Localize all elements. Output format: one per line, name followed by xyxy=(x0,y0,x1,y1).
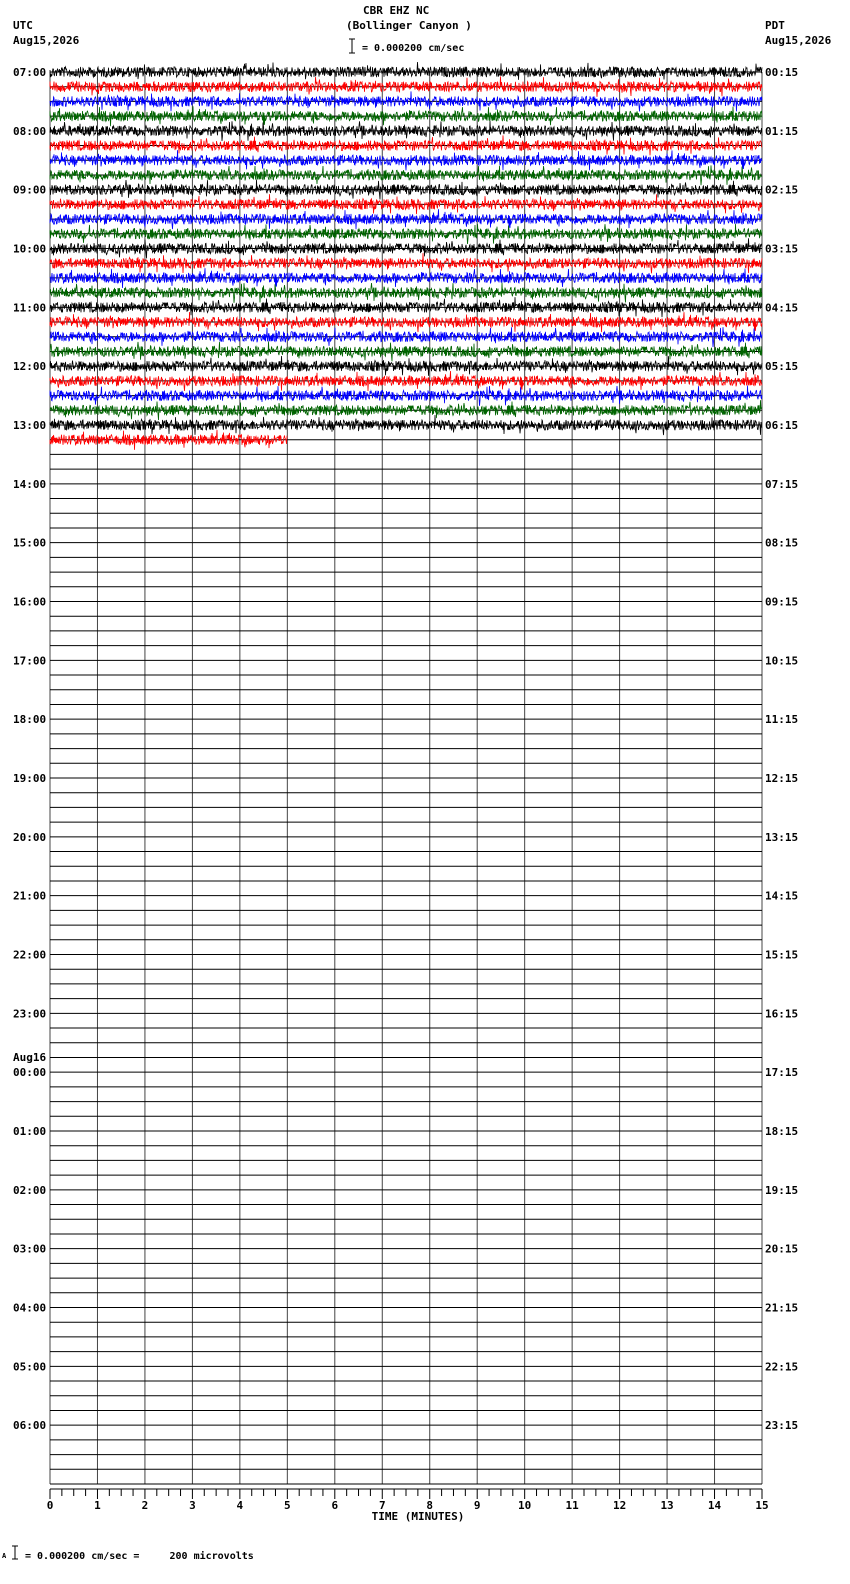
left-date: Aug15,2026 xyxy=(13,34,80,47)
seismic-traces xyxy=(50,62,762,450)
utc-hour-label: 19:00 xyxy=(13,772,47,785)
x-tick-label: 10 xyxy=(518,1499,532,1512)
x-tick-label: 11 xyxy=(565,1499,579,1512)
utc-hour-label: 04:00 xyxy=(13,1301,47,1315)
utc-hour-label: 14:00 xyxy=(13,477,47,491)
x-tick-label: 4 xyxy=(236,1499,244,1512)
utc-hour-label: 17:00 xyxy=(13,654,47,668)
scale-label: = 0.000200 cm/sec xyxy=(362,43,465,54)
pdt-hour-label: 17:15 xyxy=(765,1066,799,1080)
seismic-trace xyxy=(50,106,762,126)
pdt-hour-label: 00:15 xyxy=(765,66,799,79)
pdt-hour-label: 23:15 xyxy=(765,1419,799,1433)
x-tick-label: 0 xyxy=(46,1499,54,1512)
utc-hour-label: 09:00 xyxy=(13,183,47,197)
pdt-hour-label: 10:15 xyxy=(765,654,799,668)
utc-hour-label: 01:00 xyxy=(13,1125,47,1138)
utc-hour-label: 15:00 xyxy=(13,536,47,550)
pdt-hour-label: 06:15 xyxy=(765,419,799,432)
pdt-hour-label: 19:15 xyxy=(765,1183,799,1197)
footer-marker: A xyxy=(2,1552,7,1560)
utc-hour-label: 02:00 xyxy=(13,1183,47,1197)
pdt-hour-label: 22:15 xyxy=(765,1360,799,1374)
utc-hour-label: 05:00 xyxy=(13,1360,47,1374)
x-tick-label: 12 xyxy=(612,1499,627,1512)
pdt-hour-label: 01:15 xyxy=(765,124,799,138)
seismic-trace xyxy=(50,62,762,80)
utc-hour-label: 12:00 xyxy=(13,360,47,374)
utc-hour-label: 23:00 xyxy=(13,1007,47,1021)
seismic-trace xyxy=(50,283,762,303)
utc-hour-label: 00:00 xyxy=(13,1066,47,1080)
x-tick-label: 1 xyxy=(94,1499,101,1512)
x-axis-label: TIME (MINUTES) xyxy=(371,1510,465,1523)
pdt-hour-label: 12:15 xyxy=(765,772,799,785)
pdt-hour-label: 11:15 xyxy=(765,713,799,727)
station-title: CBR EHZ NC xyxy=(363,4,430,17)
x-tick-label: 8 xyxy=(426,1499,434,1512)
x-tick-label: 13 xyxy=(660,1499,674,1512)
pdt-hour-label: 03:15 xyxy=(765,242,799,256)
x-tick-label: 7 xyxy=(378,1499,386,1512)
x-tick-label: 15 xyxy=(755,1499,769,1512)
seismic-trace xyxy=(50,312,762,332)
utc-hour-label: 03:00 xyxy=(13,1242,47,1256)
x-tick-label: 2 xyxy=(141,1499,149,1512)
pdt-hour-label: 14:15 xyxy=(765,889,799,903)
x-tick-label: 3 xyxy=(189,1499,196,1512)
time-axis xyxy=(47,1489,769,1512)
x-tick-label: 6 xyxy=(331,1499,339,1512)
utc-hour-label: 16:00 xyxy=(13,595,47,609)
utc-hour-label: 07:00 xyxy=(13,66,47,79)
footer-scale-note: = 0.000200 cm/sec = 200 microvolts xyxy=(25,1551,254,1562)
x-tick-label: 5 xyxy=(284,1499,291,1512)
pdt-hour-label: 02:15 xyxy=(765,183,799,197)
utc-hour-label: 22:00 xyxy=(13,948,47,962)
chart-grid xyxy=(50,72,762,1484)
seismic-trace xyxy=(50,430,287,450)
pdt-hour-label: 07:15 xyxy=(765,477,799,491)
pdt-hour-label: 13:15 xyxy=(765,830,799,844)
date-change-label: Aug16 xyxy=(13,1051,47,1065)
pdt-hour-label: 21:15 xyxy=(765,1301,799,1315)
utc-hour-label: 20:00 xyxy=(13,830,47,844)
pdt-hour-label: 16:15 xyxy=(765,1007,799,1021)
pdt-hour-label: 05:15 xyxy=(765,360,799,374)
utc-hour-label: 10:00 xyxy=(13,242,47,256)
x-tick-label: 14 xyxy=(707,1499,722,1512)
utc-hour-label: 13:00 xyxy=(13,419,47,432)
utc-hour-label: 08:00 xyxy=(13,124,47,138)
utc-hour-label: 21:00 xyxy=(13,889,47,903)
x-tick-label: 9 xyxy=(473,1499,481,1512)
right-timezone: PDT xyxy=(765,19,785,32)
pdt-hour-label: 04:15 xyxy=(765,301,799,315)
utc-hour-label: 18:00 xyxy=(13,713,47,727)
utc-hour-label: 06:00 xyxy=(13,1419,47,1433)
left-timezone: UTC xyxy=(13,19,33,32)
pdt-hour-label: 18:15 xyxy=(765,1125,799,1138)
pdt-hour-label: 08:15 xyxy=(765,536,799,550)
pdt-hour-label: 15:15 xyxy=(765,948,799,962)
station-location: (Bollinger Canyon ) xyxy=(346,19,472,32)
seismic-trace xyxy=(50,297,762,317)
pdt-hour-label: 09:15 xyxy=(765,595,799,609)
right-date: Aug15,2026 xyxy=(765,34,832,47)
utc-hour-label: 11:00 xyxy=(13,301,47,315)
seismic-trace xyxy=(50,224,762,244)
pdt-hour-label: 20:15 xyxy=(765,1242,799,1256)
